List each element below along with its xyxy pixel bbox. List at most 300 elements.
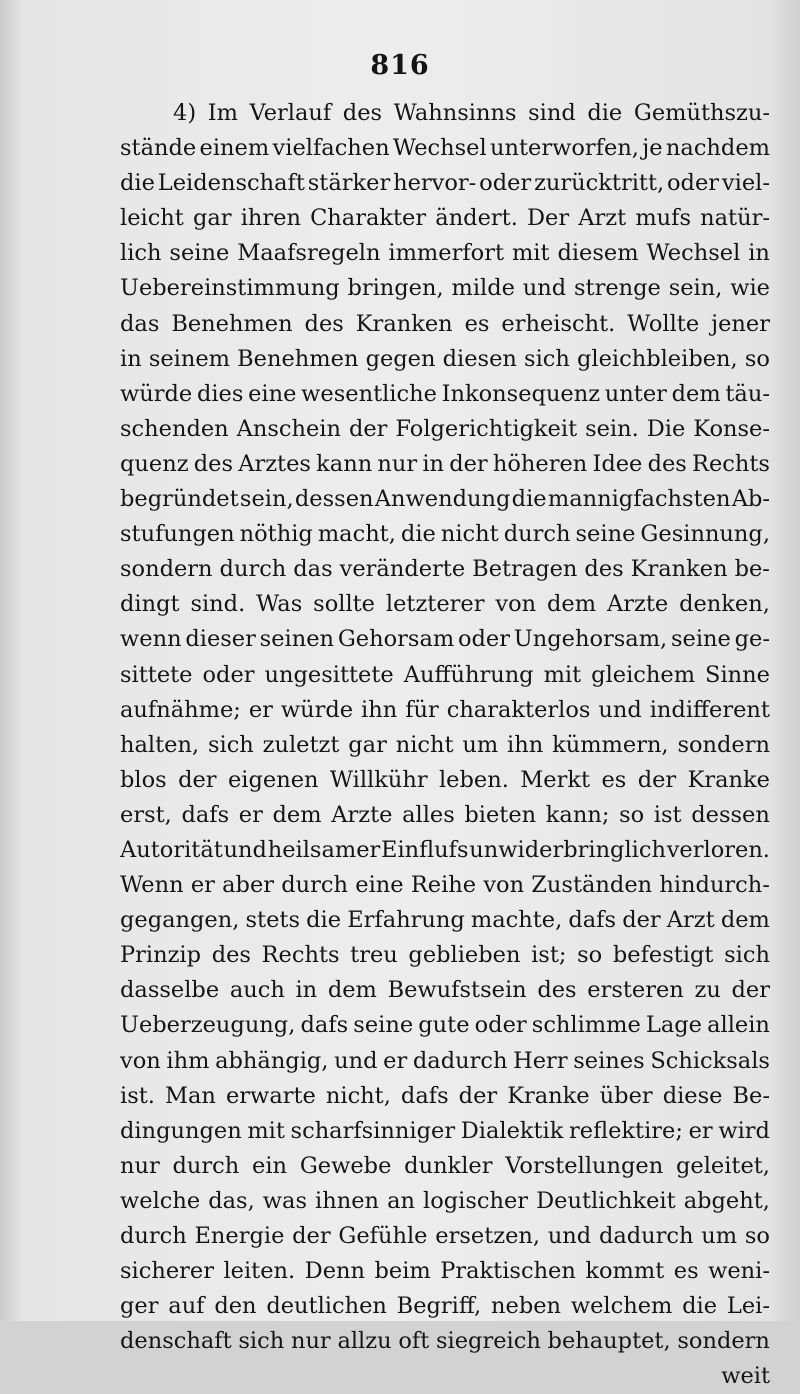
word: oder [474,1012,527,1039]
word: gegen [365,345,436,372]
word: er [190,872,215,899]
word: so [744,345,770,372]
word: dem [720,907,770,934]
word: quenz [120,450,189,477]
word: würde [280,696,354,723]
word: für [405,696,439,723]
text-line [120,868,770,903]
word: Zuständen [531,872,653,899]
word: auf [168,1293,205,1320]
text-line [120,833,770,868]
word: Prinzip [120,942,202,969]
word: Leidenschaft [157,170,305,197]
word: sittete [120,661,193,688]
word: geleitet, [675,1152,770,1179]
word: Willkühr [329,766,428,793]
text-line [120,1254,770,1289]
text-line [120,693,770,728]
word: hindurch- [659,872,770,899]
word: Folgerichtigkeit [395,415,578,442]
word: des [342,100,383,126]
word: beim [374,1258,431,1285]
body-text [120,96,770,1394]
word: Kranke [507,1082,590,1109]
word: das [120,310,160,337]
word: machte, [470,907,563,934]
word: über [599,1082,653,1109]
word: heilsamer [267,836,381,863]
word: Benehmen [237,345,359,372]
word: Wechsel [392,135,487,162]
word: er [238,801,263,828]
word: nachdem [665,135,770,162]
word: Ungehorsam, [513,626,668,653]
word: Arztes [238,450,311,477]
word: dingt [120,591,180,618]
word: Anwendung [374,486,511,513]
word: be- [734,556,770,583]
word: mannigfachsten [547,486,731,513]
word: allein [707,1012,770,1039]
text-line [120,342,770,377]
text-line [120,763,770,798]
word: ersetzen, [435,1223,541,1249]
word: blos [120,766,167,793]
word: oder [457,626,511,653]
word: Merkt [520,766,591,793]
word: einem [199,135,270,162]
word: reflektire; [569,1117,683,1144]
word: Man [164,1082,216,1109]
word: so [619,801,645,828]
word: Begriff, [396,1293,482,1320]
word: stufungen [120,521,235,548]
catchword: weit [721,1363,770,1390]
text-line [120,1008,770,1043]
text-line [120,1044,770,1079]
word: sein, [239,486,294,513]
word: nicht [440,521,499,548]
word: aufnähme; [120,696,241,723]
word: des [647,450,687,477]
word: Konse- [693,415,770,442]
word: ihnen [315,1187,380,1214]
text-line [120,482,770,517]
word: sich [238,1328,285,1355]
word: Maafsregeln [237,240,381,267]
word: der [348,415,388,442]
word: oder [202,661,255,688]
word: letzterer [385,591,485,618]
word: kann; [545,801,610,828]
word: Gefühle [338,1223,428,1249]
word: viel- [721,170,770,197]
word: alles [402,801,455,828]
word: oft [398,1328,430,1355]
word: ihren [240,205,301,232]
text-line [120,552,770,587]
word: des [304,310,344,337]
word: ist. [120,1082,155,1109]
word: ungesittete [264,661,394,688]
word: Praktischen [440,1258,576,1285]
word: mit [247,1117,285,1144]
word: kann [316,450,373,477]
word: Anschein [236,415,341,442]
word: der [622,907,661,934]
word: jener [711,310,770,337]
word: und [522,275,567,302]
text-line [120,1079,770,1114]
word: dessen [691,801,770,828]
word: er [688,1117,713,1144]
word: Lage [645,1012,702,1039]
text-line [120,447,770,482]
word: zu [694,977,721,1004]
word: die [400,521,436,548]
word: sicherer [120,1258,214,1285]
word: halten, [120,731,200,758]
word: der [292,1223,331,1249]
text-line [120,587,770,622]
word: stärker [307,170,391,197]
word: milde [451,275,515,302]
word: eine [248,380,297,407]
text-line [120,1149,770,1184]
word: durch [120,1223,187,1249]
word: ihn [361,696,398,723]
word: zuletzt [262,731,340,758]
word: dem [327,977,377,1004]
word: Die [646,415,686,442]
word: allzu [337,1328,392,1355]
word: in [295,977,318,1004]
word: Im [207,100,238,126]
word: sich [524,345,570,372]
word: bringen, [347,275,444,302]
word: dafs [400,1082,449,1109]
word: Wechsel [646,240,741,267]
word: ge- [734,626,770,653]
word: von [495,591,537,618]
word: mit [511,240,550,267]
word: gar [348,731,387,758]
word: das, [208,1187,255,1214]
word: die [306,907,342,934]
word: Arzt [578,205,627,232]
word: Arzt [666,907,715,934]
word: seinen [259,626,335,653]
word: diese [662,1082,723,1109]
word: nicht, [325,1082,391,1109]
word: es [673,1258,699,1285]
word: Gesinnung, [640,521,770,548]
word: Aufführung [403,661,534,688]
word: immerfort [388,240,504,267]
word: von [483,872,525,899]
word: dafs [568,907,617,934]
word: würde [120,380,193,407]
text-line [120,131,770,166]
word: bieten [464,801,537,828]
word: der [637,766,677,793]
word: hervor- [393,170,477,197]
word: des [537,977,577,1004]
word: des [211,942,251,969]
word: verloren. [666,836,770,863]
word: 4) [173,100,197,126]
text-line [120,166,770,201]
word: oder [479,170,532,197]
word: diesen [442,345,517,372]
word: des [584,556,624,583]
word: und [547,1223,592,1249]
word: ger [120,1293,159,1320]
word: des [193,450,234,477]
word: dingungen [120,1117,242,1144]
word: gar [192,205,232,232]
word: Uebereinstimmung [120,275,340,302]
word: Deutlichkeit [536,1187,676,1214]
text-line [120,377,770,412]
text-line [120,1324,770,1359]
word: Erfahrung [347,907,465,934]
text-line [120,1219,770,1254]
word: seines [573,1047,645,1074]
word: gleichem [591,661,696,688]
word: und [334,1047,378,1074]
word: schlimme [531,1012,641,1039]
word: Wahnsinns [393,100,517,126]
word: sind. [190,591,246,618]
word: an [387,1187,415,1214]
word: was [262,1187,308,1214]
word: Kranken [355,310,453,337]
word: treu [350,942,398,969]
word: welchem [570,1293,673,1320]
word: scharfsinniger [290,1117,456,1144]
word: dem [547,591,597,618]
word: ersteren [587,977,684,1004]
word: Arzte [331,801,393,828]
word: sich [207,731,254,758]
word: ihm [166,1047,210,1074]
word: lich [120,240,162,267]
word: auch [229,977,285,1004]
word: dunkler [404,1152,493,1179]
word: Denn [304,1258,366,1285]
text-line [120,1184,770,1219]
text-line [120,236,770,271]
word: Wollte [627,310,700,337]
word: ändert. [435,205,518,232]
word: Verlauf [249,100,332,126]
word: geblieben [408,942,521,969]
word: Gewebe [299,1152,392,1179]
word: Autorität [120,836,223,863]
word: seine [353,1012,414,1039]
word: Idee [592,450,643,477]
word: die [120,170,155,197]
word: stets [245,907,301,934]
word: dieser [185,626,256,653]
word: in [748,240,770,267]
word: sind [528,100,576,126]
word: in [422,450,444,477]
text-line [120,622,770,657]
word: dem [671,380,721,407]
text-line [120,412,770,447]
word: deutlichen [266,1293,387,1320]
word: Sinne [705,661,770,688]
text-line [120,307,770,342]
word: aber [222,872,275,899]
word: er [248,696,273,723]
word: strenge [573,275,661,302]
word: schenden [120,415,229,442]
word: dasselbe [120,977,220,1004]
word: vielfachen [272,135,390,162]
word: stände [120,135,197,162]
word: sondern [120,556,213,583]
word: leiten. [223,1258,296,1285]
word: sein. [585,415,639,442]
word: nicht [395,731,454,758]
word: unter [604,380,667,407]
word: Der [527,205,570,232]
word: eigenen [227,766,319,793]
word: welche [120,1187,201,1214]
word: Inkonsequenz [441,380,601,407]
word: siegreich [435,1328,541,1355]
word: Was [256,591,303,618]
word: ist [653,801,682,828]
word: wird [718,1117,770,1144]
word: Kranken [630,556,728,583]
word: neben [491,1293,562,1320]
word: Kranke [687,766,770,793]
word: abgeht, [683,1187,770,1214]
word: Benehmen [171,310,293,337]
word: durch [503,521,571,548]
word: nur [120,1152,160,1179]
word: Gehorsam [337,626,455,653]
word: behauptet, [547,1328,671,1355]
word: mufs [635,205,692,232]
word: charakterlos [446,696,591,723]
word: unterworfen, [490,135,639,162]
text-line [120,1289,770,1324]
word: Schicksals [650,1047,770,1074]
word: nöthig [239,521,313,548]
word: zurücktritt, [534,170,665,197]
word: seine [575,521,636,548]
text-line [120,903,770,938]
word: der [731,977,770,1004]
word: veränderte [339,556,466,583]
word: Rechts [692,450,770,477]
word: sollte [313,591,375,618]
text-line [120,728,770,763]
text-line [120,201,770,236]
word: Arzte [606,591,669,618]
word: Bewufstsein [387,977,527,1004]
word: ein [252,1152,288,1179]
word: indifferent [649,696,770,723]
word: Charakter [310,205,427,232]
word: diesem [557,240,639,267]
word: denken, [679,591,770,618]
word: unwiderbringlich [469,836,666,863]
word: und [598,696,642,723]
word: kümmern, [552,731,669,758]
word: seine [671,626,731,653]
word: durch [219,556,287,583]
word: dies [196,380,244,407]
word: durch [172,1152,240,1179]
word: Dialektik [460,1117,564,1144]
word: es [464,310,490,337]
word: Herr [513,1047,568,1074]
text-line [120,798,770,833]
word: nur [377,450,418,477]
word: gleichbleiben, [577,345,738,372]
word: Gemüthszu- [633,100,770,126]
word: Wenn [120,872,184,899]
word: Be- [732,1082,770,1109]
word: es [601,766,627,793]
text-line [120,938,770,973]
text-line [120,658,770,693]
word: seine [169,240,230,267]
word: sondern [677,1328,770,1355]
word: natür- [700,205,770,232]
word: täu- [725,380,770,407]
word: Betragen [472,556,578,583]
word: ist; [531,942,567,969]
word: sich [724,942,770,969]
word: dem [272,801,322,828]
word: dadurch [412,1047,508,1074]
word: der [178,766,217,793]
word: die [587,100,623,126]
text-line [120,517,770,552]
word: dafs [181,801,230,828]
word: gute [418,1012,470,1039]
word: Einflufs [381,836,469,863]
word: Vorstellungen [505,1152,664,1179]
word: in [120,345,142,372]
word: Rechts [261,942,340,969]
word: nur [290,1328,331,1355]
word: dessen [294,486,374,513]
word: macht, [317,521,396,548]
word: Lei- [726,1293,770,1320]
word: sondern [677,731,770,758]
word: oder [667,170,720,197]
word: begründet [120,486,239,513]
word: wenn [120,626,182,653]
word: Ueberzeugung, [120,1012,296,1039]
word: um [701,1223,738,1249]
word: der [449,450,488,477]
word: weni- [708,1258,770,1285]
word: dadurch [598,1223,694,1249]
word: leicht [120,205,184,232]
word: Energie [194,1223,285,1249]
word: so [577,942,603,969]
word: die [511,486,547,513]
